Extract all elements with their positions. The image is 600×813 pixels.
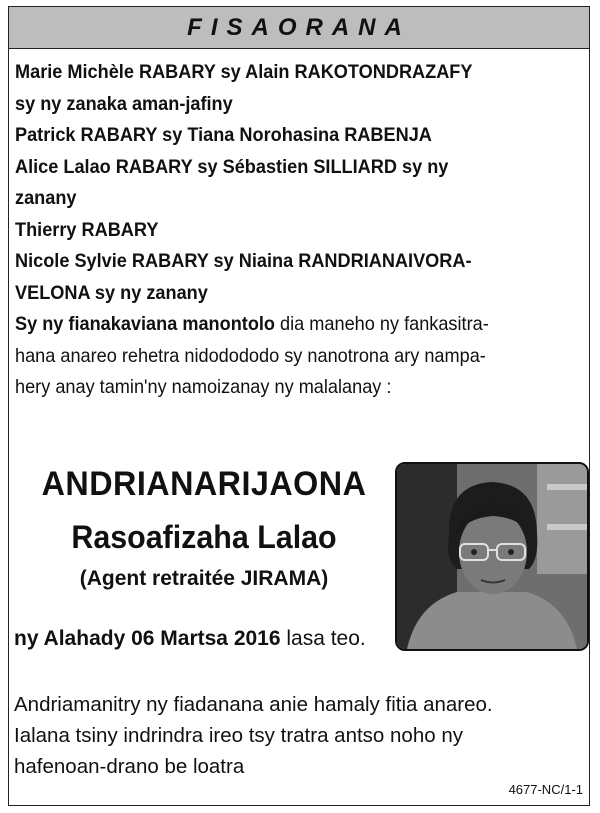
thanks-line-3: hery anay tamin'ny namoizanay ny malalanay :: [15, 376, 392, 398]
death-date-suffix: lasa teo.: [280, 627, 366, 650]
notice-header: [9, 7, 589, 49]
family-line-4: Alice Lalao RABARY sy Sébastien SILLIARD sy ny: [15, 155, 449, 178]
deceased-surname: ANDRIANARIJAONA: [41, 465, 367, 503]
family-line-2: sy ny zanaka aman-jafiny: [15, 92, 233, 115]
family-line-8: VELONA sy ny zanany: [15, 281, 208, 304]
death-date-line: [14, 627, 366, 651]
portrait-image: [397, 464, 587, 649]
family-line-5: zanany: [15, 187, 77, 209]
family-line-3: Patrick RABARY sy Tiana Norohasina RABENJA: [15, 124, 432, 146]
thanks-bold: Sy ny fianakaviana manontolo: [15, 313, 276, 335]
family-list: [15, 57, 582, 404]
deceased-role: (Agent retraitée JIRAMA): [79, 567, 329, 590]
thanks-rest: dia maneho ny fankasitra-: [275, 313, 489, 335]
reference-code: 4677-NC/1-1: [508, 782, 583, 797]
death-date: ny Alahady 06 Martsa 2016: [14, 627, 281, 650]
closing-line-3: hafenoan-drano be loatra: [14, 755, 245, 778]
family-line-1: Marie Michèle RABARY sy Alain RAKOTONDRAZAFY: [15, 61, 473, 83]
family-line-6: Thierry RABARY: [15, 218, 159, 241]
deceased-given-names: Rasoafizaha Lalao: [71, 519, 337, 555]
closing-text: [14, 689, 584, 782]
portrait-photo: [395, 462, 589, 651]
closing-line-2: Ialana tsiny indrindra ireo tsy tratra antso noho ny: [14, 724, 463, 747]
notice-title: FISAORANA: [187, 13, 411, 41]
family-line-7: Nicole Sylvie RABARY sy Niaina RANDRIANAIVORA-: [15, 250, 472, 272]
thanks-line-2: hana anareo rehetra nidodododo sy nanotrona ary nampa-: [15, 344, 486, 367]
closing-line-1: Andriamanitry ny fiadanana anie hamaly fitia anareo.: [14, 693, 493, 716]
thanks-line-1: [15, 309, 582, 341]
notice-frame: [8, 6, 590, 806]
